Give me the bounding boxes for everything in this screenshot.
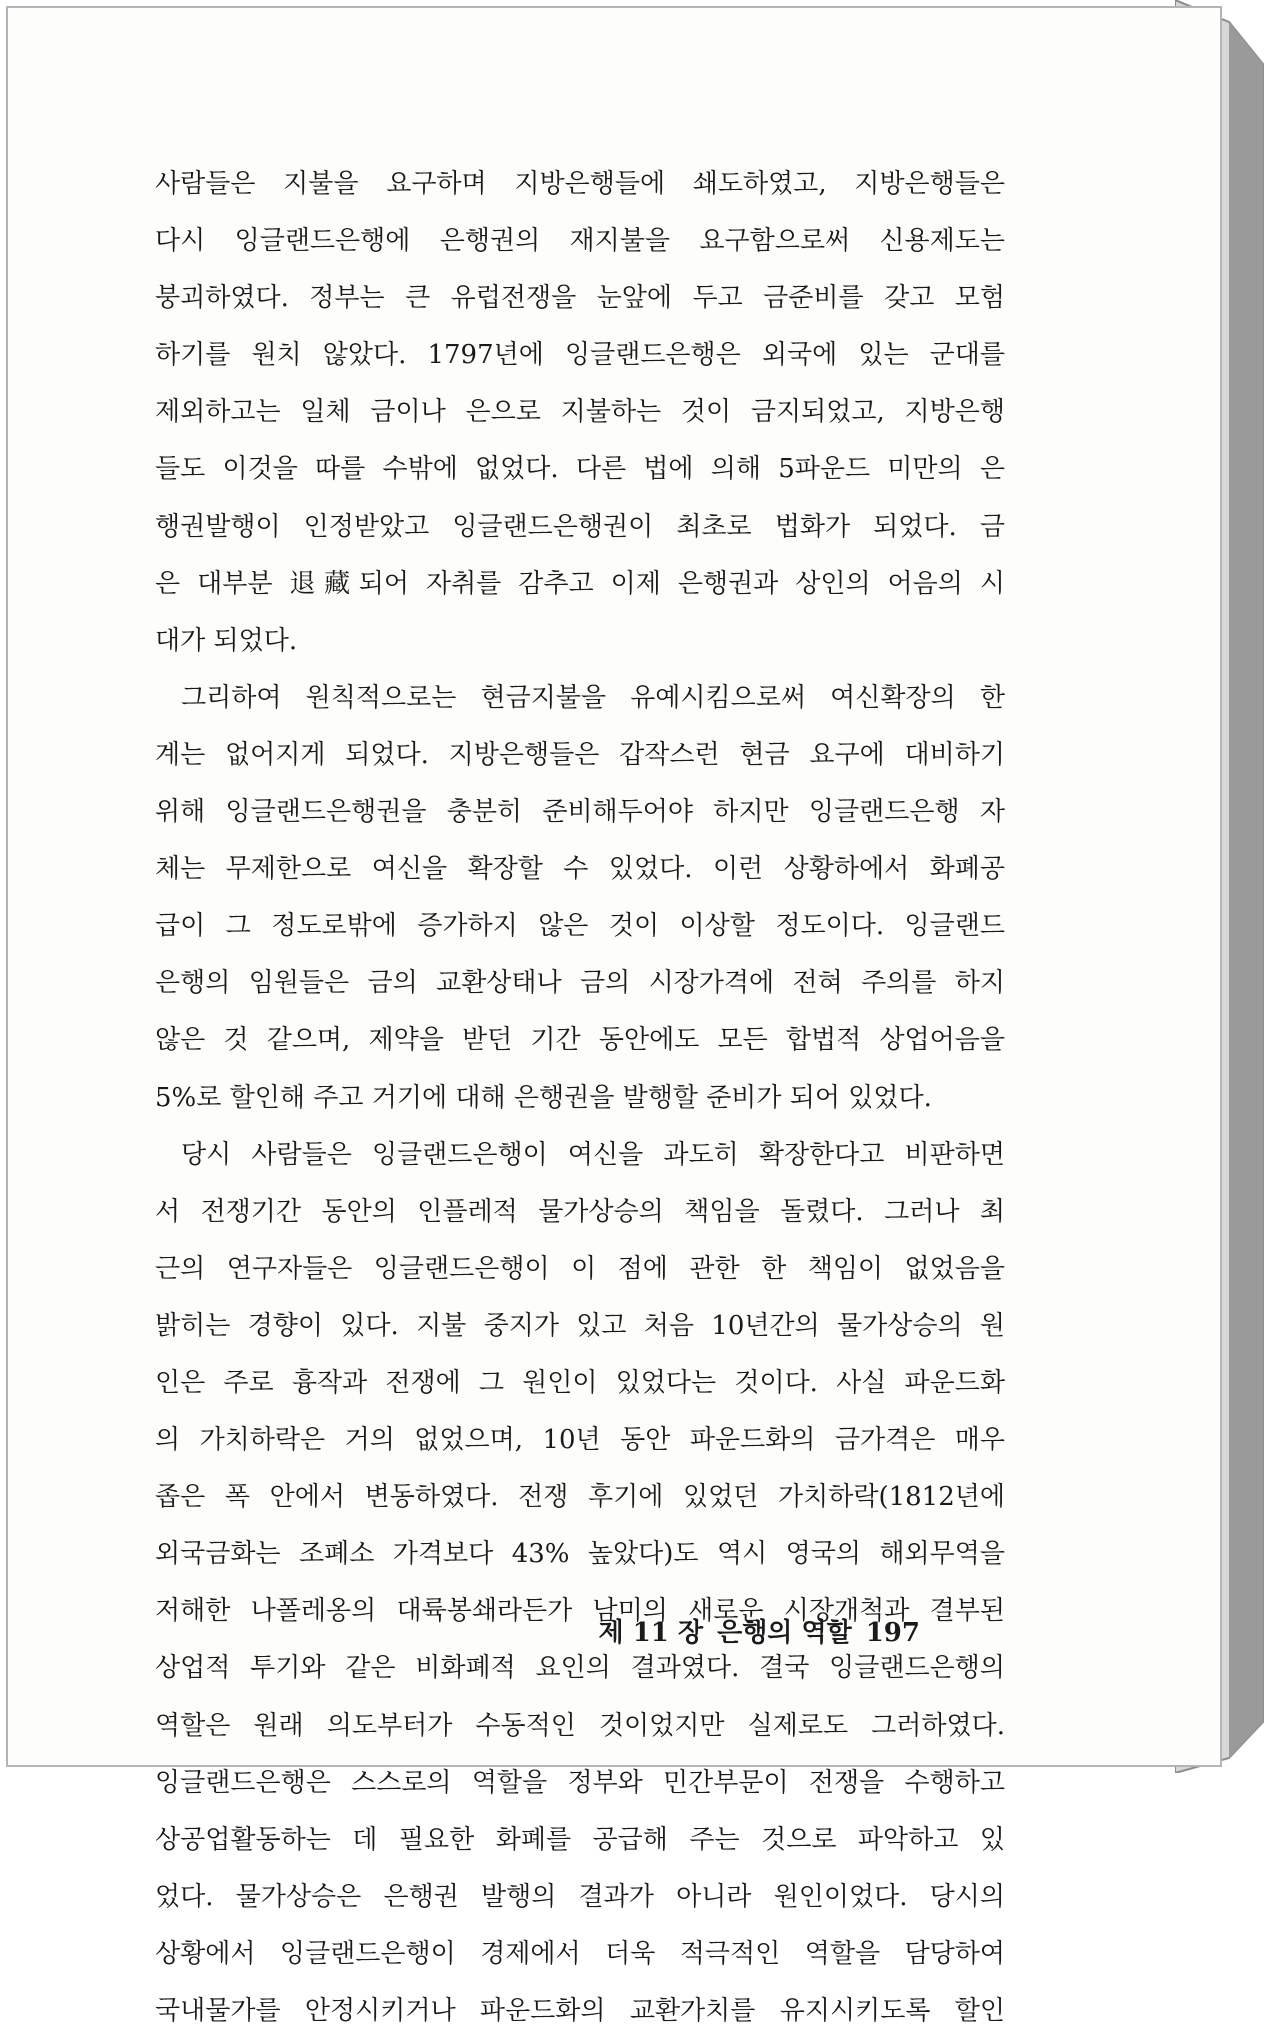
text-line: 위해 잉글랜드은행권을 충분히 준비해두어야 하지만 잉글랜드은행 자 — [155, 797, 1005, 828]
text-line: 급이 그 정도로밖에 증가하지 않은 것이 이상할 정도이다. 잉글랜드 — [155, 911, 1005, 942]
page-footer — [585, 1612, 920, 1649]
text-line: 계는 없어지게 되었다. 지방은행들은 갑작스런 현금 요구에 대비하기 — [155, 739, 1005, 770]
text-line: 상공업활동하는 데 필요한 화폐를 공급해 주는 것으로 파악하고 있 — [155, 1824, 1005, 1855]
text-line: 밝히는 경향이 있다. 지불 중지가 있고 처음 10년간의 물가상승의 원 — [155, 1310, 1005, 1341]
text-line: 대가 되었다. — [155, 625, 298, 656]
text-line: 하기를 원치 않았다. 1797년에 잉글랜드은행은 외국에 있는 군대를 — [155, 340, 1005, 371]
text-line: 잉글랜드은행은 스스로의 역할을 정부와 민간부문이 전쟁을 수행하고 — [155, 1767, 1005, 1798]
text-line: 서 전쟁기간 동안의 인플레적 물가상승의 책임을 돌렸다. 그러나 최 — [155, 1196, 1005, 1227]
text-line: 좁은 폭 안에서 변동하였다. 전쟁 후기에 있었던 가치하락(1812년에 — [155, 1482, 1005, 1513]
text-line: 붕괴하였다. 정부는 큰 유럽전쟁을 눈앞에 두고 금준비를 갖고 모험 — [155, 283, 1005, 314]
text-line: 역할은 원래 의도부터가 수동적인 것이었지만 실제로도 그러하였다. — [155, 1710, 1005, 1741]
book-page — [6, 6, 1222, 2026]
text-line: 은 대부분 退藏되어 자취를 감추고 이제 은행권과 상인의 어음의 시 — [155, 568, 1005, 599]
footer-chapter: 제 11 장 — [598, 1618, 704, 1648]
text-line: 5%로 할인해 주고 거기에 대해 은행권을 발행할 준비가 되어 있었다. — [155, 1082, 932, 1113]
text-line: 들도 이것을 따를 수밖에 없었다. 다른 법에 의해 5파운드 미만의 은 — [155, 454, 1005, 485]
text-line: 당시 사람들은 잉글랜드은행이 여신을 과도히 확장한다고 비판하면 — [181, 1139, 1005, 1170]
text-line: 외국금화는 조폐소 가격보다 43% 높았다)도 역시 영국의 해외무역을 — [155, 1539, 1005, 1570]
text-line: 행권발행이 인정받았고 잉글랜드은행권이 최초로 법화가 되었다. 금 — [155, 511, 1005, 542]
page-number: 197 — [865, 1618, 920, 1648]
text-line: 은행의 임원들은 금의 교환상태나 금의 시장가격에 전혀 주의를 하지 — [155, 968, 1005, 999]
text-line: 다시 잉글랜드은행에 은행권의 재지불을 요구함으로써 신용제도는 — [155, 226, 1005, 257]
text-line: 체는 무제한으로 여신을 확장할 수 있었다. 이런 상황하에서 화폐공 — [155, 854, 1005, 885]
text-line: 제외하고는 일체 금이나 은으로 지불하는 것이 금지되었고, 지방은행 — [155, 397, 1005, 428]
text-line: 었다. 물가상승은 은행권 발행의 결과가 아니라 원인이었다. 당시의 — [155, 1881, 1005, 1912]
text-line: 의 가치하락은 거의 없었으며, 10년 동안 파운드화의 금가격은 매우 — [155, 1425, 1005, 1456]
text-line: 상업적 투기와 같은 비화폐적 요인의 결과였다. 결국 잉글랜드은행의 — [155, 1653, 1005, 1684]
text-line: 근의 연구자들은 잉글랜드은행이 이 점에 관한 한 책임이 없었음을 — [155, 1253, 1005, 1284]
text-line: 상황에서 잉글랜드은행이 경제에서 더욱 적극적인 역할을 담당하여 — [155, 1938, 1005, 1969]
text-line: 않은 것 같으며, 제약을 받던 기간 동안에도 모든 합법적 상업어음을 — [155, 1025, 1005, 1056]
text-line: 사람들은 지불을 요구하며 지방은행들에 쇄도하였고, 지방은행들은 — [155, 169, 1005, 199]
text-line: 저해한 나폴레옹의 대륙봉쇄라든가 남미의 새로운 시장개척과 결부된 — [155, 1596, 1005, 1627]
text-line: 그리하여 원칙적으로는 현금지불을 유예시킴으로써 여신확장의 한 — [181, 682, 1005, 713]
body-text — [155, 156, 1005, 2040]
footer-chapter-title: 은행의 역할 — [717, 1618, 852, 1648]
text-line: 인은 주로 흉작과 전쟁에 그 원인이 있었다는 것이다. 사실 파운드화 — [155, 1367, 1005, 1398]
text-line: 국내물가를 안정시키거나 파운드화의 교환가치를 유지시키도록 할인 — [155, 1996, 1005, 2026]
